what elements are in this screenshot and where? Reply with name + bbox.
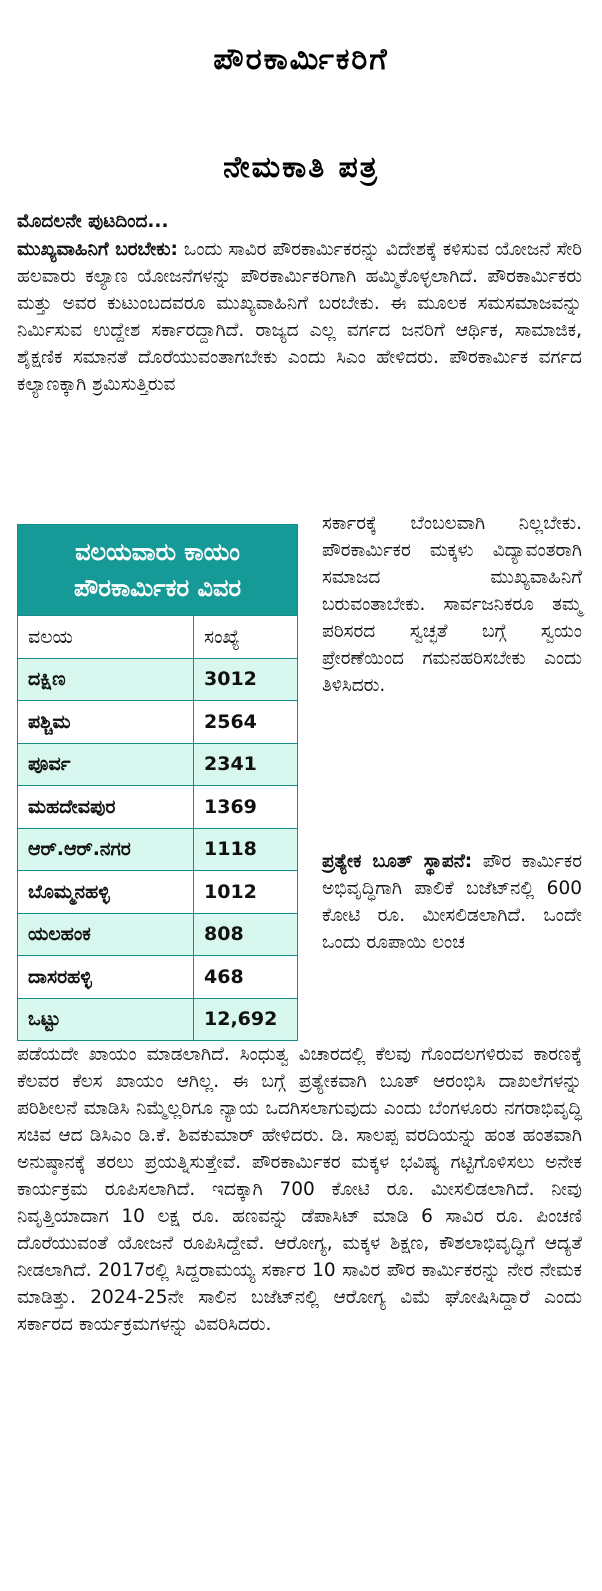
continued-from-front-page: ಮೊದಲನೇ ಪುಟದಿಂದ... [17, 211, 169, 232]
table-row [18, 956, 297, 999]
zone-cell: ದಕ್ಷಿಣ [18, 658, 194, 701]
paragraph-3-text: ಪೌರ ಕಾರ್ಮಿಕರ ಅಭಿವೃದ್ಧಿಗಾಗಿ ಪಾಲಿಕೆ ಬಜೆಟ್‌ನಲ್ಲಿ 600 ಕೋಟಿ ರೂ. ಮೀಸಲಿಡಲಾಗಿದೆ. ಒಂದೇ ಒಂದು ರೂಪಾಯಿ ಲಂಚ [322, 851, 582, 953]
count-cell: 468 [194, 956, 298, 999]
paragraph-1-text: ಒಂದು ಸಾವಿರ ಪೌರಕಾರ್ಮಿಕರನ್ನು ವಿದೇಶಕ್ಕೆ ಕಳಿಸುವ ಯೋಜನೆ ಸೇರಿ ಹಲವಾರು ಕಲ್ಯಾಣ ಯೋಜನೆಗಳನ್ನು ಪೌರಕಾರ್ಮಿಕರಿಗಾಗಿ ಹಮ್ಮಿಕೊಳ್ಳಲಾಗಿದೆ. ಪೌರಕಾರ್ಮಿಕರು ಮತ್ತು ಅವರ ಕುಟುಂಬದವರೂ ಮುಖ್ಯವಾಹಿನಿಗೆ ಬರಬೇಕು. ಈ ಮೂಲಕ ಸಮಸಮಾಜವನ್ನು ನಿರ್ಮಿಸುವ ಉದ್ದೇಶ ಸರ್ಕಾರದ್ದಾಗಿದೆ. ರಾಜ್ಯದ ಎಲ್ಲ ವರ್ಗದ ಜನರಿಗೆ ಆರ್ಥಿಕ, ಸಾಮಾಜಿಕ, ಶೈಕ್ಷಣಿಕ ಸಮಾನತೆ ದೊರೆಯುವಂತಾಗಬೇಕು ಎಂದು ಸಿಎಂ ಹೇಳಿದರು. ಪೌರಕಾರ್ಮಿಕ ವರ್ಗದ ಕಲ್ಯಾಣಕ್ಕಾಗಿ ಶ್ರಮಿಸುತ್ತಿರುವ [17, 239, 582, 395]
column-header-count: ಸಂಖ್ಯೆ [194, 616, 298, 658]
paragraph-3 [322, 848, 582, 956]
zone-cell: ಯಲಹಂಕ [18, 913, 194, 956]
table-row [18, 786, 297, 829]
zone-cell: ಪಶ್ಚಿಮ [18, 701, 194, 744]
subheading-mainstream: ಮುಖ್ಯವಾಹಿನಿಗೆ ಬರಬೇಕು: [17, 239, 178, 260]
column-header-zone: ವಲಯ [18, 616, 194, 658]
table-title-line-1: ವಲಯವಾರು ಕಾಯಂ [75, 538, 240, 566]
table-title [18, 525, 297, 616]
zone-cell: ಮಹದೇವಪುರ [18, 786, 194, 829]
table-body [18, 616, 297, 1040]
table-row [18, 913, 297, 956]
zone-cell: ದಾಸರಹಳ್ಳಿ [18, 956, 194, 999]
count-cell: 1118 [194, 828, 298, 871]
count-cell: 3012 [194, 658, 298, 701]
zone-wise-workers-table [17, 524, 298, 1041]
table-row [18, 743, 297, 786]
paragraph-4: ಪಡೆಯದೇ ಖಾಯಂ ಮಾಡಲಾಗಿದೆ. ಸಿಂಧುತ್ವ ವಿಚಾರದಲ್ಲಿ ಕೆಲವು ಗೊಂದಲಗಳಿರುವ ಕಾರಣಕ್ಕೆ ಕೆಲವರ ಕೆಲಸ ಖಾಯಂ ಆಗಿಲ್ಲ. ಈ ಬಗ್ಗೆ ಪ್ರತ್ಯೇಕವಾಗಿ ಬೂತ್ ಆರಂಭಿಸಿ ದಾಖಲೆಗಳನ್ನು ಪರಿಶೀಲನೆ ಮಾಡಿಸಿ ನಿಮ್ಮೆಲ್ಲರಿಗೂ ನ್ಯಾಯ ಒದಗಿಸಲಾಗುವುದು ಎಂದು ಬೆಂಗಳೂರು ನಗರಾಭಿವೃದ್ಧಿ ಸಚಿವ ಆದ ಡಿಸಿಎಂ ಡಿ.ಕೆ. ಶಿವಕುಮಾರ್ ಹೇಳಿದರು. ಡಿ. ಸಾಲಪ್ಪ ವರದಿಯನ್ನು ಹಂತ ಹಂತವಾಗಿ ಅನುಷ್ಠಾನಕ್ಕೆ ತರಲು ಪ್ರಯತ್ನಿಸುತ್ತೇವೆ. ಪೌರಕಾರ್ಮಿಕರ ಮಕ್ಕಳ ಭವಿಷ್ಯ ಗಟ್ಟಿಗೊಳಿಸಲು ಅನೇಕ ಕಾರ್ಯಕ್ರಮ ರೂಪಿಸಲಾಗಿದೆ. ಇದಕ್ಕಾಗಿ 700 ಕೋಟಿ ರೂ. ಮೀಸಲಿಡಲಾಗಿದೆ. ನೀವು ನಿವೃತ್ತಿಯಾದಾಗ 10 ಲಕ್ಷ ರೂ. ಹಣವನ್ನು ಡೆಪಾಸಿಟ್ ಮಾಡಿ 6 ಸಾವಿರ ರೂ. ಪಿಂಚಣಿ ದೊರೆಯುವಂತೆ ಯೋಜನೆ ರೂಪಿಸಿದ್ದೇವೆ. ಆರೋಗ್ಯ, ಮಕ್ಕಳ ಶಿಕ್ಷಣ, ಕೌಶಲಾಭಿವೃದ್ಧಿಗೆ ಆದ್ಯತೆ ನೀಡಲಾಗಿದೆ. 2017ರಲ್ಲಿ ಸಿದ್ದರಾಮಯ್ಯ ಸರ್ಕಾರ 10 ಸಾವಿರ ಪೌರ ಕಾರ್ಮಿಕರನ್ನು ನೇರ ನೇಮಕ ಮಾಡಿತ್ತು. 2024-25ನೇ ಸಾಲಿನ ಬಜೆಟ್‌ನಲ್ಲಿ ಆರೋಗ್ಯ ವಿಮೆ ಘೋಷಿಸಿದ್ದಾರೆ ಎಂದು ಸರ್ಕಾರದ ಕಾರ್ಯಕ್ರಮಗಳನ್ನು ವಿವರಿಸಿದರು. [17, 1044, 582, 1335]
count-cell: 1369 [194, 786, 298, 829]
table-title-line-2: ಪೌರಕಾರ್ಮಿಕರ ವಿವರ [73, 574, 242, 602]
zone-cell: ಆರ್.ಆರ್.ನಗರ [18, 828, 194, 871]
table-total-row [18, 998, 297, 1040]
count-cell: 808 [194, 913, 298, 956]
zone-cell: ಪೂರ್ವ [18, 743, 194, 786]
total-label-cell: ಒಟ್ಟು [18, 998, 194, 1040]
table-row [18, 828, 297, 871]
subheading-separate-booth: ಪ್ರತ್ಯೇಕ ಬೂತ್ ಸ್ಥಾಪನೆ: [322, 851, 473, 872]
headline-line-2: ನೇಮಕಾತಿ ಪತ್ರ [223, 150, 379, 185]
count-cell: 2564 [194, 701, 298, 744]
total-count-cell: 12,692 [194, 998, 298, 1040]
table-row [18, 658, 297, 701]
zone-cell: ಬೊಮ್ಮನಹಳ್ಳಿ [18, 871, 194, 914]
table-row [18, 701, 297, 744]
paragraph-2: ಸರ್ಕಾರಕ್ಕೆ ಬೆಂಬಲವಾಗಿ ನಿಲ್ಲಬೇಕು. ಪೌರಕಾರ್ಮಿಕರ ಮಕ್ಕಳು ವಿದ್ಯಾವಂತರಾಗಿ ಸಮಾಜದ ಮುಖ್ಯವಾಹಿನಿಗೆ ಬರುವಂತಾಬೇಕು. ಸಾರ್ವಜನಿಕರೂ ತಮ್ಮ ಪರಿಸರದ ಸ್ವಚ್ಛತೆ ಬಗ್ಗೆ ಸ್ವಯಂ ಪ್ರೇರಣೆಯಿಂದ ಗಮನಹರಿಸಬೇಕು ಎಂದು ತಿಳಿಸಿದರು. [322, 513, 582, 696]
paragraph-1 [17, 236, 582, 398]
table-row [18, 871, 297, 914]
headline-line-1: ಪೌರಕಾರ್ಮಿಕರಿಗೆ [213, 42, 389, 77]
count-cell: 1012 [194, 871, 298, 914]
count-cell: 2341 [194, 743, 298, 786]
table-header-row [18, 616, 297, 658]
